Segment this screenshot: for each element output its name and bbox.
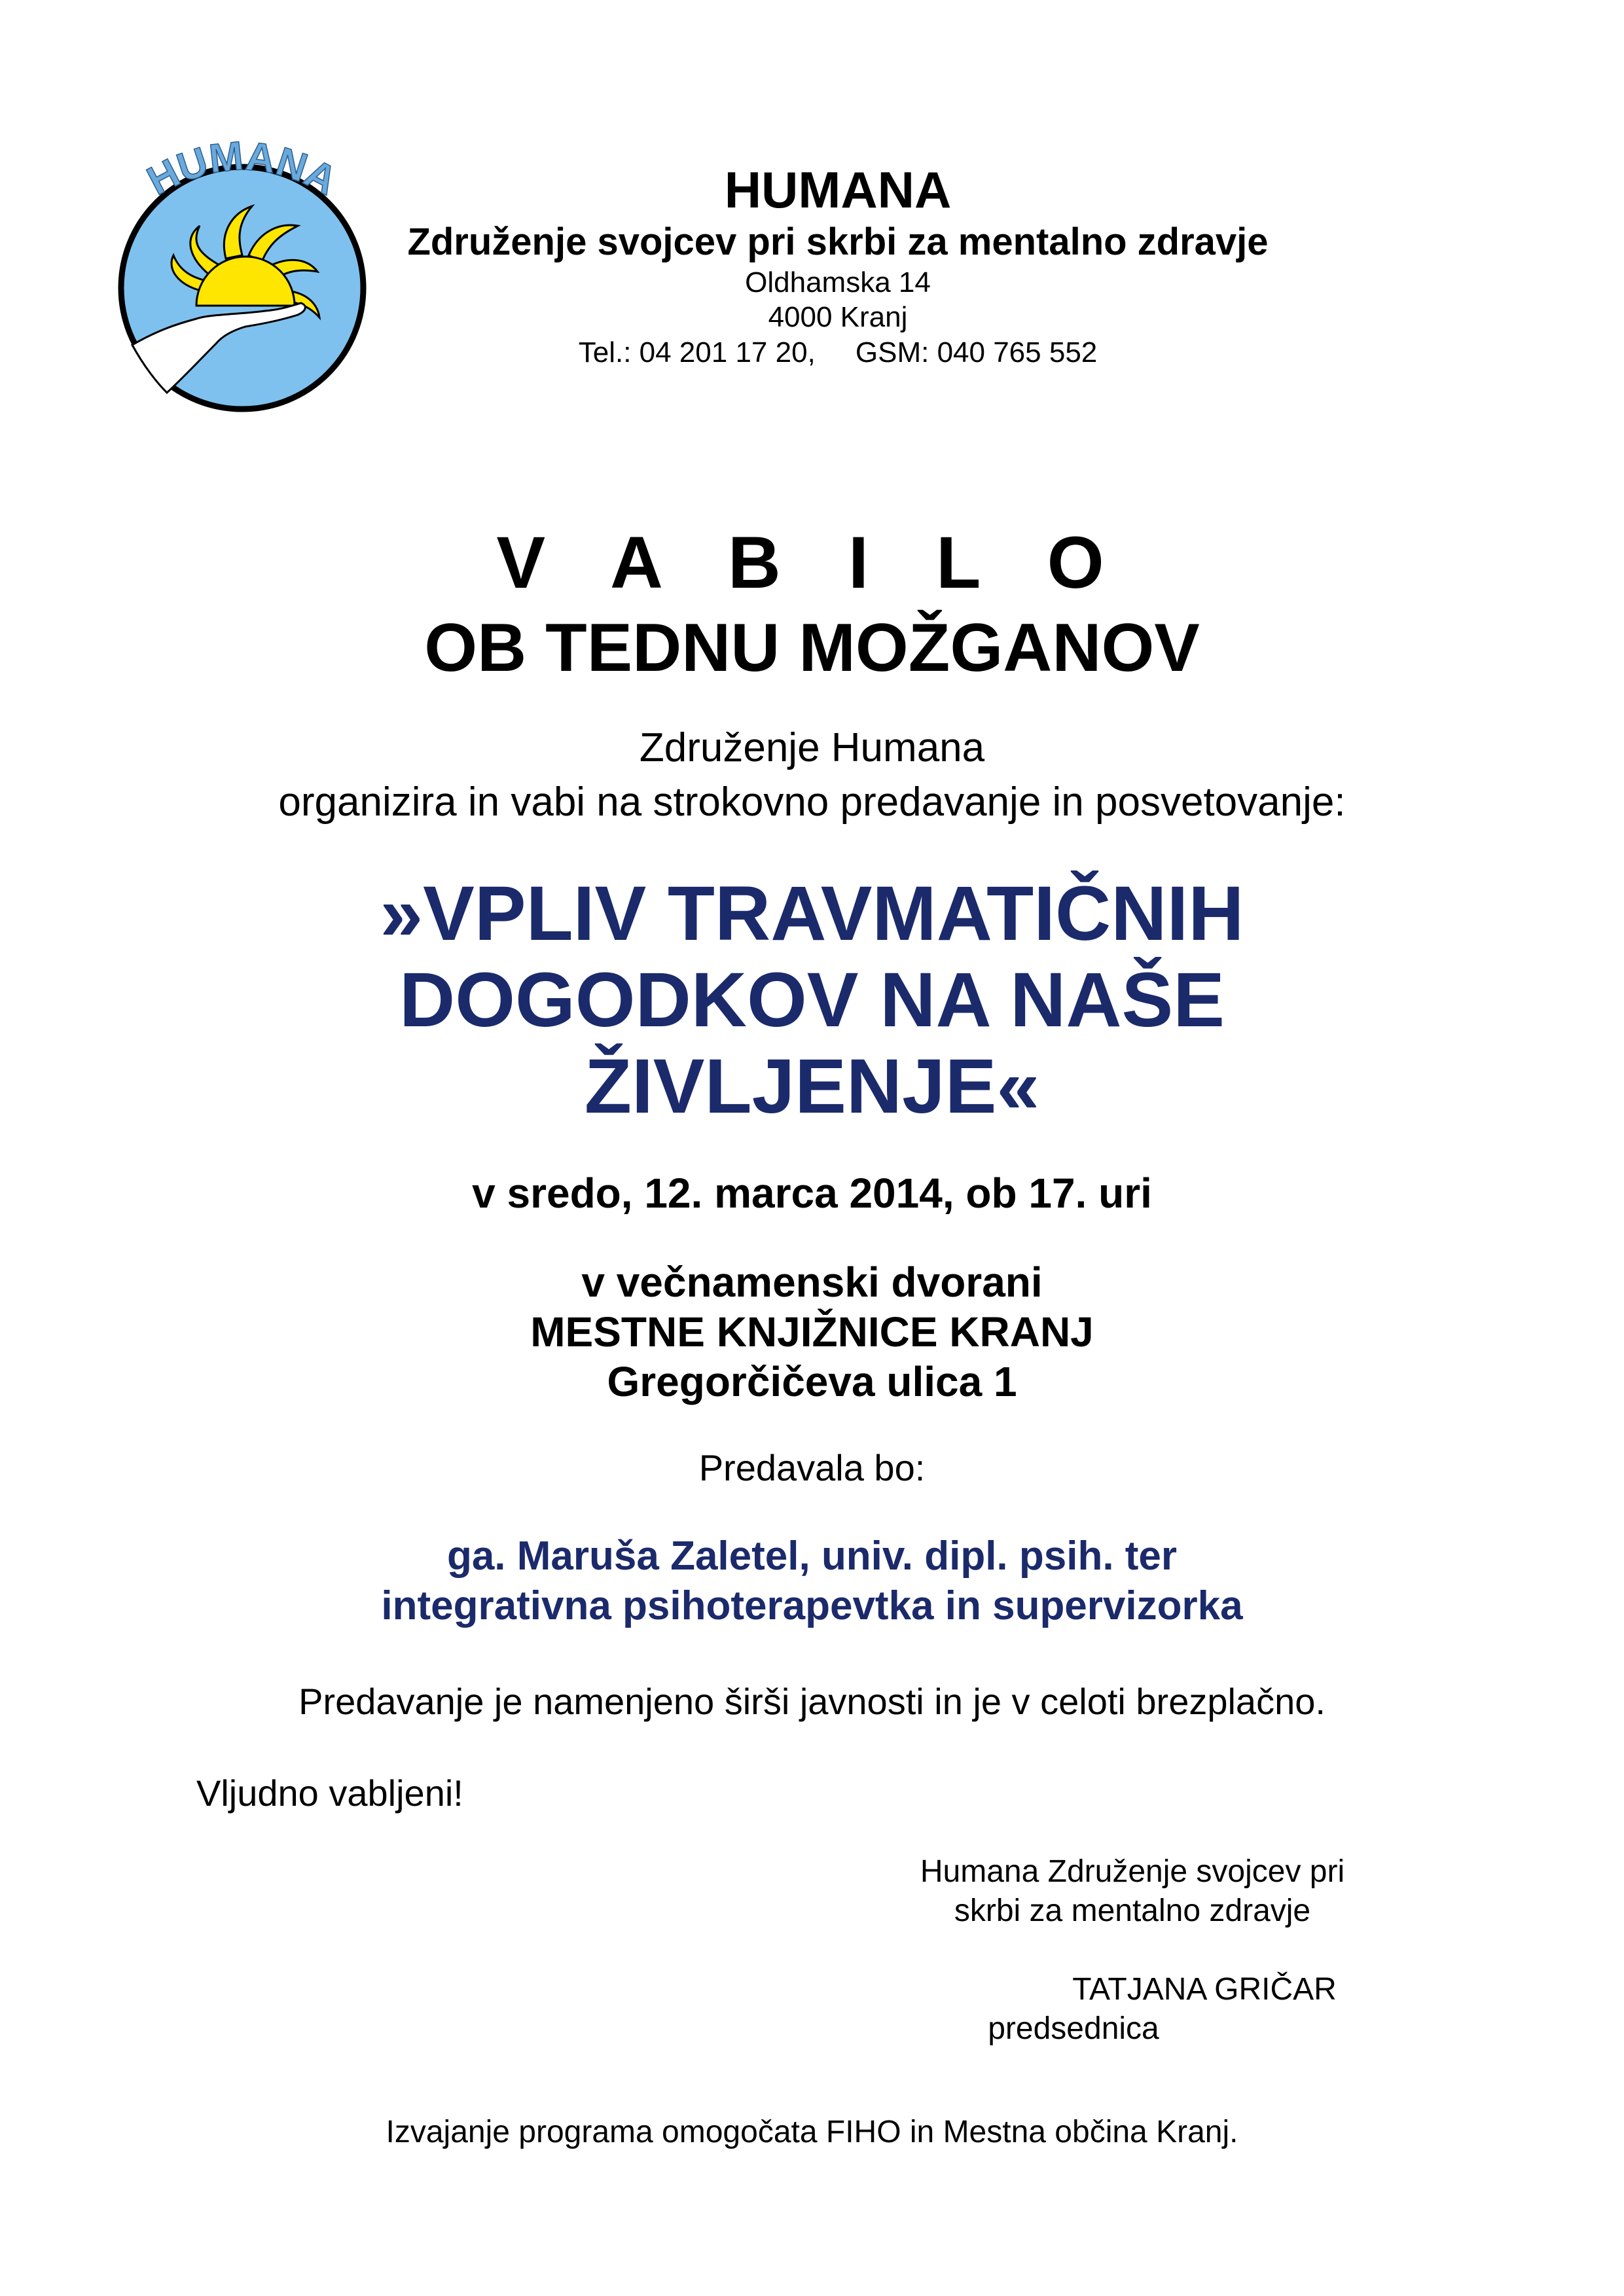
speaker-line-1: ga. Maruša Zaletel, univ. dipl. psih. ter bbox=[446, 1534, 1178, 1579]
talk-title-line-2: DOGODKOV NA NAŠE bbox=[399, 957, 1225, 1043]
address-city: 4000 Kranj bbox=[768, 301, 908, 333]
talk-title-line-1: »VPLIV TRAVMATIČNIH bbox=[380, 870, 1244, 957]
public-note: Predavanje je namenjeno širši javnosti in je v celoti brezplačno. bbox=[298, 1681, 1326, 1722]
signature-role: predsednica bbox=[988, 2011, 1159, 2046]
signature-name: TATJANA GRIČAR bbox=[1072, 1972, 1337, 2007]
venue-line-2: MESTNE KNJIŽNICE KRANJ bbox=[530, 1308, 1094, 1355]
talk-title-line-3: ŽIVLJENJE« bbox=[584, 1043, 1040, 1130]
speaker-line-2: integrativna psihoterapevtka in supervizorka bbox=[381, 1583, 1243, 1628]
closing-text: Vljudno vabljeni! bbox=[196, 1772, 463, 1814]
venue-line-1: v večnamenski dvorani bbox=[581, 1259, 1043, 1306]
invitation-title: V A B I L O bbox=[496, 522, 1128, 603]
phone-line: Tel.: 04 201 17 20, GSM: 040 765 552 bbox=[578, 336, 1098, 368]
address-street: Oldhamska 14 bbox=[745, 266, 931, 298]
invitation-subtitle: OB TEDNU MOŽGANOV bbox=[424, 610, 1200, 686]
signature-org-line-1: Humana Združenje svojcev pri bbox=[920, 1854, 1345, 1889]
org-name: HUMANA bbox=[724, 161, 952, 219]
funding-note: Izvajanje programa omogočata FIHO in Mestna občina Kranj. bbox=[386, 2115, 1238, 2149]
signature-org-line-2: skrbi za mentalno zdravje bbox=[954, 1893, 1311, 1928]
event-date-time: v sredo, 12. marca 2014, ob 17. uri bbox=[472, 1170, 1152, 1217]
org-full-name: Združenje svojcev pri skrbi za mentalno zdravje bbox=[407, 221, 1269, 263]
logo-text: HUMANA bbox=[140, 134, 344, 204]
speaker-intro: Predavala bo: bbox=[698, 1447, 926, 1488]
intro-line-1: Združenje Humana bbox=[639, 725, 985, 770]
venue-line-3: Gregorčičeva ulica 1 bbox=[607, 1358, 1017, 1405]
intro-line-2: organizira in vabi na strokovno predavanje in posvetovanje: bbox=[278, 780, 1346, 825]
